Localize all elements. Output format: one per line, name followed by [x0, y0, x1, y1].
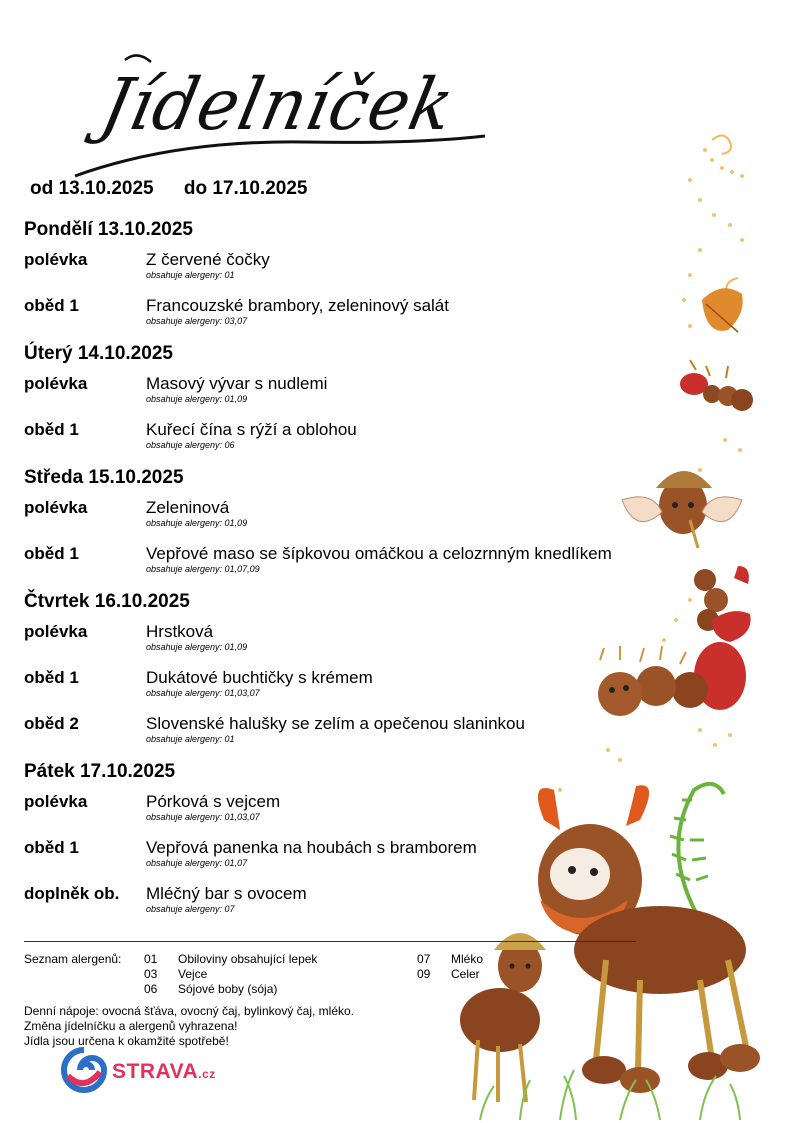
menu-item: [24, 420, 704, 466]
menu-item: [24, 498, 704, 544]
day-title: Pátek 17.10.2025: [24, 761, 176, 782]
logo-suffix: .cz: [198, 1067, 216, 1081]
change-note: Změna jídelníčku a alergenů vyhrazena!: [24, 1019, 238, 1033]
divider: [24, 941, 636, 942]
item-allergens: obsahuje alergeny: 01,09: [146, 518, 248, 528]
item-label: oběd 1: [24, 544, 79, 563]
item-label: polévka: [24, 374, 88, 393]
item-label: polévka: [24, 250, 88, 269]
strava-wordmark: [112, 1060, 216, 1084]
item-allergens: obsahuje alergeny: 01,09: [146, 642, 248, 652]
strava-swirl-icon: [60, 1046, 108, 1094]
page-title: Jídelníček: [94, 64, 462, 147]
item-dish: Pórková s vejcem: [146, 792, 281, 811]
item-label: oběd 2: [24, 714, 79, 733]
menu-item: [24, 714, 704, 760]
title-block: [55, 48, 495, 188]
allergen-row: [417, 967, 483, 982]
item-label: oběd 1: [24, 668, 79, 687]
menu-item: [24, 374, 704, 420]
from-date: 13.10.2025: [58, 178, 154, 199]
item-label: doplněk ob.: [24, 884, 120, 903]
item-label: polévka: [24, 498, 88, 517]
item-label: oběd 1: [24, 420, 79, 439]
day-title: Čtvrtek 16.10.2025: [24, 591, 190, 612]
item-allergens: obsahuje alergeny: 01,03,07: [146, 688, 260, 698]
item-dish: Dukátové buchtičky s krémem: [146, 668, 373, 687]
menu-item: [24, 668, 704, 714]
allergen-legend-heading: Seznam alergenů:: [24, 952, 122, 966]
item-allergens: obsahuje alergeny: 01,09: [146, 394, 248, 404]
item-label: polévka: [24, 622, 88, 641]
day-title: Úterý 14.10.2025: [24, 343, 173, 364]
menu-item: [24, 838, 704, 884]
item-label: oběd 1: [24, 838, 79, 857]
item-label: oběd 1: [24, 296, 79, 315]
item-dish: Z červené čočky: [146, 250, 270, 269]
item-allergens: obsahuje alergeny: 01: [146, 270, 235, 280]
allergen-column-1: [144, 952, 317, 997]
strava-logo: [60, 1046, 216, 1096]
date-range: [30, 178, 307, 200]
logo-name: STRAVA: [112, 1060, 199, 1083]
allergen-code: 01: [144, 952, 158, 966]
allergen-code: 09: [417, 967, 431, 981]
to-label: do: [183, 178, 208, 199]
day-tuesday: [24, 342, 704, 466]
allergen-code: 03: [144, 967, 158, 981]
menu-item: [24, 296, 704, 342]
drinks-note: Denní nápoje: ovocná šťáva, ovocný čaj, bylinkový čaj, mléko.: [24, 1004, 355, 1018]
item-allergens: obsahuje alergeny: 03,07: [146, 316, 248, 326]
item-dish: Kuřecí čína s rýží a oblohou: [146, 420, 357, 439]
item-dish: Mléčný bar s ovocem: [146, 884, 307, 903]
day-title: Středa 15.10.2025: [24, 467, 184, 488]
item-allergens: obsahuje alergeny: 06: [146, 440, 235, 450]
menu-item: [24, 792, 704, 838]
allergen-row: [144, 982, 317, 997]
menu-item: [24, 544, 704, 590]
allergen-name: Obiloviny obsahující lepek: [178, 952, 318, 966]
to-date: 17.10.2025: [212, 178, 308, 199]
footer-notes: [24, 1004, 354, 1049]
item-dish: Zeleninová: [146, 498, 230, 517]
menu-item: [24, 250, 704, 296]
item-dish: Slovenské halušky se zelím a opečenou slaninkou: [146, 714, 525, 733]
allergen-code: 07: [417, 952, 431, 966]
day-friday: [24, 760, 704, 930]
allergen-row: [417, 952, 483, 967]
allergen-name: Vejce: [178, 967, 208, 981]
item-allergens: obsahuje alergeny: 01,07,09: [146, 564, 260, 574]
menu-item: [24, 622, 704, 668]
day-monday: [24, 218, 704, 342]
allergen-row: [144, 967, 317, 982]
item-allergens: obsahuje alergeny: 01: [146, 734, 235, 744]
day-wednesday: [24, 466, 704, 590]
from-label: od: [30, 178, 54, 199]
item-dish: Vepřové maso se šípkovou omáčkou a celozrnným knedlíkem: [146, 544, 612, 563]
item-dish: Masový vývar s nudlemi: [146, 374, 328, 393]
item-label: polévka: [24, 792, 88, 811]
day-thursday: [24, 590, 704, 760]
allergen-name: Celer: [451, 967, 480, 981]
item-allergens: obsahuje alergeny: 01,07: [146, 858, 248, 868]
item-allergens: obsahuje alergeny: 07: [146, 904, 235, 914]
allergen-row: [144, 952, 317, 967]
allergen-code: 06: [144, 982, 158, 996]
allergen-name: Mléko: [451, 952, 484, 966]
day-title: Pondělí 13.10.2025: [24, 219, 193, 240]
item-dish: Vepřová panenka na houbách s bramborem: [146, 838, 477, 857]
consumption-note: Jídla jsou určena k okamžité spotřebě!: [24, 1034, 229, 1048]
item-dish: Francouzské brambory, zeleninový salát: [146, 296, 449, 315]
item-dish: Hrstková: [146, 622, 214, 641]
allergen-column-2: [417, 952, 483, 982]
allergen-name: Sójové boby (sója): [178, 982, 278, 996]
item-allergens: obsahuje alergeny: 01,03,07: [146, 812, 260, 822]
menu-item: [24, 884, 704, 930]
menu-list: [24, 218, 704, 930]
